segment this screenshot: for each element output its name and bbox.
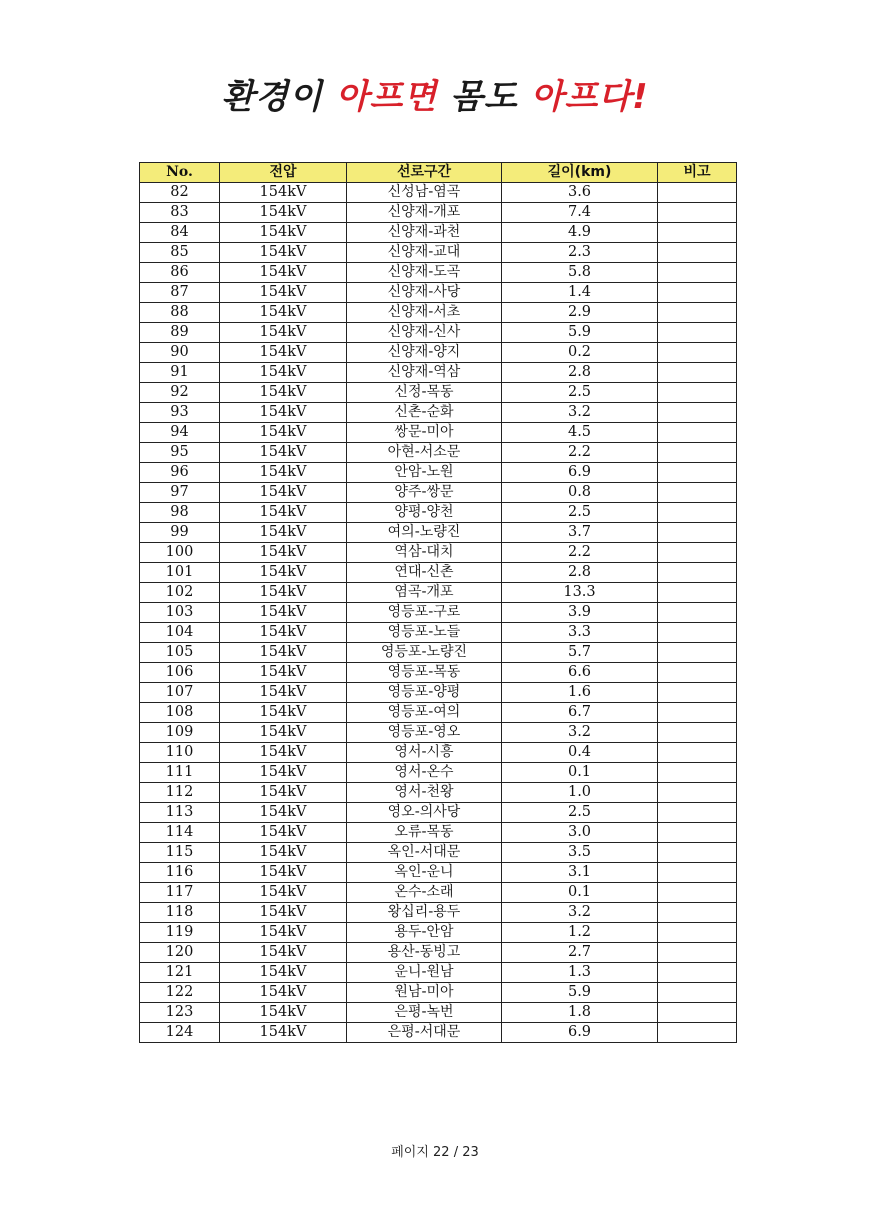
cell-remarks	[658, 723, 737, 743]
cell-no: 123	[140, 1003, 220, 1023]
cell-remarks	[658, 923, 737, 943]
cell-no: 99	[140, 523, 220, 543]
cell-remarks	[658, 783, 737, 803]
cell-voltage: 154kV	[220, 923, 347, 943]
cell-voltage: 154kV	[220, 303, 347, 323]
cell-remarks	[658, 663, 737, 683]
table-row	[140, 503, 737, 523]
cell-no: 104	[140, 623, 220, 643]
cell-no: 114	[140, 823, 220, 843]
cell-voltage: 154kV	[220, 263, 347, 283]
cell-voltage: 154kV	[220, 483, 347, 503]
cell-route: 신양재-양지	[347, 343, 502, 363]
cell-remarks	[658, 883, 737, 903]
cell-length: 3.9	[502, 603, 658, 623]
cell-no: 94	[140, 423, 220, 443]
cell-remarks	[658, 223, 737, 243]
cell-voltage: 154kV	[220, 683, 347, 703]
table-row	[140, 183, 737, 203]
cell-route: 여의-노량진	[347, 523, 502, 543]
cell-remarks	[658, 563, 737, 583]
cell-remarks	[658, 263, 737, 283]
table-row	[140, 543, 737, 563]
table-row	[140, 303, 737, 323]
cell-remarks	[658, 963, 737, 983]
table-row	[140, 363, 737, 383]
cell-voltage: 154kV	[220, 783, 347, 803]
cell-length: 2.5	[502, 503, 658, 523]
table-row	[140, 563, 737, 583]
cell-remarks	[658, 983, 737, 1003]
table-row	[140, 583, 737, 603]
cell-no: 121	[140, 963, 220, 983]
cell-route: 영등포-목동	[347, 663, 502, 683]
column-header-voltage: 전압	[220, 163, 347, 183]
cell-remarks	[658, 243, 737, 263]
cell-route: 아현-서소문	[347, 443, 502, 463]
cell-route: 은평-녹번	[347, 1003, 502, 1023]
cell-no: 101	[140, 563, 220, 583]
table-row	[140, 483, 737, 503]
table-row	[140, 683, 737, 703]
cell-voltage: 154kV	[220, 183, 347, 203]
cell-remarks	[658, 943, 737, 963]
cell-voltage: 154kV	[220, 643, 347, 663]
cell-length: 0.2	[502, 343, 658, 363]
cell-voltage: 154kV	[220, 983, 347, 1003]
cell-length: 1.2	[502, 923, 658, 943]
cell-route: 오류-목동	[347, 823, 502, 843]
cell-route: 영등포-여의	[347, 703, 502, 723]
cell-route: 신양재-교대	[347, 243, 502, 263]
cell-voltage: 154kV	[220, 503, 347, 523]
cell-route: 양평-양천	[347, 503, 502, 523]
cell-length: 6.7	[502, 703, 658, 723]
table-row	[140, 743, 737, 763]
table-row	[140, 423, 737, 443]
cell-voltage: 154kV	[220, 703, 347, 723]
cell-length: 6.9	[502, 463, 658, 483]
cell-no: 82	[140, 183, 220, 203]
table-row	[140, 723, 737, 743]
slogan-banner	[0, 72, 870, 122]
cell-no: 87	[140, 283, 220, 303]
cell-length: 2.5	[502, 803, 658, 823]
cell-route: 운니-원남	[347, 963, 502, 983]
cell-voltage: 154kV	[220, 443, 347, 463]
table-row	[140, 943, 737, 963]
cell-length: 5.8	[502, 263, 658, 283]
cell-route: 양주-쌍문	[347, 483, 502, 503]
slogan-part-1: 환경이	[221, 77, 336, 117]
cell-no: 83	[140, 203, 220, 223]
cell-length: 3.0	[502, 823, 658, 843]
cell-length: 0.8	[502, 483, 658, 503]
cell-no: 102	[140, 583, 220, 603]
table-row	[140, 1023, 737, 1043]
cell-no: 89	[140, 323, 220, 343]
cell-no: 105	[140, 643, 220, 663]
table-row	[140, 203, 737, 223]
cell-length: 0.4	[502, 743, 658, 763]
cell-length: 5.9	[502, 983, 658, 1003]
table-row	[140, 1003, 737, 1023]
cell-length: 6.9	[502, 1023, 658, 1043]
cell-voltage: 154kV	[220, 343, 347, 363]
cell-route: 원남-미아	[347, 983, 502, 1003]
cell-voltage: 154kV	[220, 623, 347, 643]
cell-length: 2.2	[502, 443, 658, 463]
cell-length: 1.4	[502, 283, 658, 303]
cell-remarks	[658, 683, 737, 703]
cell-voltage: 154kV	[220, 903, 347, 923]
column-header-remarks: 비고	[658, 163, 737, 183]
cell-route: 안암-노원	[347, 463, 502, 483]
cell-no: 116	[140, 863, 220, 883]
column-header-length: 길이(km)	[502, 163, 658, 183]
cell-route: 용산-동빙고	[347, 943, 502, 963]
cell-remarks	[658, 843, 737, 863]
cell-voltage: 154kV	[220, 543, 347, 563]
cell-voltage: 154kV	[220, 843, 347, 863]
cell-remarks	[658, 623, 737, 643]
cell-no: 103	[140, 603, 220, 623]
cell-route: 신양재-신사	[347, 323, 502, 343]
cell-no: 110	[140, 743, 220, 763]
cell-voltage: 154kV	[220, 203, 347, 223]
table-row	[140, 763, 737, 783]
cell-remarks	[658, 1003, 737, 1023]
cell-route: 영오-의사당	[347, 803, 502, 823]
cell-route: 영등포-노들	[347, 623, 502, 643]
page-number: 페이지 22 / 23	[391, 1145, 479, 1160]
cell-remarks	[658, 183, 737, 203]
cell-remarks	[658, 643, 737, 663]
table-row	[140, 963, 737, 983]
cell-no: 119	[140, 923, 220, 943]
cell-no: 107	[140, 683, 220, 703]
cell-remarks	[658, 603, 737, 623]
cell-remarks	[658, 583, 737, 603]
cell-length: 3.2	[502, 903, 658, 923]
cell-voltage: 154kV	[220, 743, 347, 763]
cell-no: 120	[140, 943, 220, 963]
cell-no: 93	[140, 403, 220, 423]
cell-no: 124	[140, 1023, 220, 1043]
table-row	[140, 443, 737, 463]
cell-remarks	[658, 303, 737, 323]
cell-route: 온수-소래	[347, 883, 502, 903]
cell-voltage: 154kV	[220, 523, 347, 543]
table-row	[140, 343, 737, 363]
cell-route: 용두-안암	[347, 923, 502, 943]
cell-remarks	[658, 503, 737, 523]
cell-remarks	[658, 483, 737, 503]
cell-voltage: 154kV	[220, 963, 347, 983]
table-body	[140, 183, 737, 1043]
cell-no: 108	[140, 703, 220, 723]
column-header-route: 선로구간	[347, 163, 502, 183]
table-row	[140, 243, 737, 263]
cell-length: 0.1	[502, 763, 658, 783]
cell-voltage: 154kV	[220, 863, 347, 883]
cell-remarks	[658, 363, 737, 383]
cell-route: 신양재-서초	[347, 303, 502, 323]
cell-route: 영등포-노량진	[347, 643, 502, 663]
cell-route: 신양재-과천	[347, 223, 502, 243]
table-row	[140, 403, 737, 423]
cell-voltage: 154kV	[220, 323, 347, 343]
cell-no: 113	[140, 803, 220, 823]
cell-voltage: 154kV	[220, 763, 347, 783]
cell-remarks	[658, 823, 737, 843]
cell-no: 100	[140, 543, 220, 563]
cell-no: 118	[140, 903, 220, 923]
cell-route: 신양재-개포	[347, 203, 502, 223]
cell-route: 신양재-도곡	[347, 263, 502, 283]
cell-length: 13.3	[502, 583, 658, 603]
cell-length: 0.1	[502, 883, 658, 903]
cell-no: 90	[140, 343, 220, 363]
cell-remarks	[658, 803, 737, 823]
cell-voltage: 154kV	[220, 823, 347, 843]
cell-length: 2.7	[502, 943, 658, 963]
cell-voltage: 154kV	[220, 663, 347, 683]
table-row	[140, 843, 737, 863]
cell-route: 신양재-사당	[347, 283, 502, 303]
table-row	[140, 623, 737, 643]
cell-no: 86	[140, 263, 220, 283]
cell-voltage: 154kV	[220, 363, 347, 383]
cell-length: 2.8	[502, 363, 658, 383]
cell-voltage: 154kV	[220, 1023, 347, 1043]
cell-length: 2.5	[502, 383, 658, 403]
cell-voltage: 154kV	[220, 563, 347, 583]
cell-no: 96	[140, 463, 220, 483]
cell-route: 영등포-영오	[347, 723, 502, 743]
table-row	[140, 603, 737, 623]
cell-route: 신양재-역삼	[347, 363, 502, 383]
cell-voltage: 154kV	[220, 723, 347, 743]
cell-length: 2.9	[502, 303, 658, 323]
cell-route: 신정-목동	[347, 383, 502, 403]
cell-length: 1.3	[502, 963, 658, 983]
cell-length: 3.5	[502, 843, 658, 863]
cell-route: 옥인-운니	[347, 863, 502, 883]
table-row	[140, 923, 737, 943]
transmission-line-table	[139, 162, 737, 1043]
cell-remarks	[658, 863, 737, 883]
cell-no: 97	[140, 483, 220, 503]
table-header-row	[140, 163, 737, 183]
table-row	[140, 903, 737, 923]
cell-remarks	[658, 383, 737, 403]
table-row	[140, 823, 737, 843]
cell-no: 85	[140, 243, 220, 263]
table-row	[140, 263, 737, 283]
cell-route: 연대-신촌	[347, 563, 502, 583]
cell-length: 1.6	[502, 683, 658, 703]
cell-no: 88	[140, 303, 220, 323]
cell-remarks	[658, 743, 737, 763]
table-row	[140, 283, 737, 303]
cell-remarks	[658, 203, 737, 223]
slogan-part-4: 아프다!	[530, 77, 649, 117]
cell-route: 신촌-순화	[347, 403, 502, 423]
cell-remarks	[658, 463, 737, 483]
cell-length: 7.4	[502, 203, 658, 223]
cell-length: 4.5	[502, 423, 658, 443]
cell-route: 신성남-염곡	[347, 183, 502, 203]
cell-voltage: 154kV	[220, 223, 347, 243]
table-row	[140, 803, 737, 823]
cell-voltage: 154kV	[220, 603, 347, 623]
cell-remarks	[658, 403, 737, 423]
cell-length: 5.7	[502, 643, 658, 663]
cell-no: 117	[140, 883, 220, 903]
cell-length: 2.3	[502, 243, 658, 263]
slogan-part-3: 몸도	[450, 77, 531, 117]
cell-voltage: 154kV	[220, 463, 347, 483]
cell-route: 옥인-서대문	[347, 843, 502, 863]
cell-route: 염곡-개포	[347, 583, 502, 603]
cell-no: 84	[140, 223, 220, 243]
cell-no: 115	[140, 843, 220, 863]
cell-remarks	[658, 1023, 737, 1043]
cell-remarks	[658, 283, 737, 303]
cell-remarks	[658, 703, 737, 723]
table-row	[140, 663, 737, 683]
cell-route: 영서-온수	[347, 763, 502, 783]
cell-voltage: 154kV	[220, 803, 347, 823]
cell-voltage: 154kV	[220, 583, 347, 603]
cell-remarks	[658, 903, 737, 923]
cell-no: 91	[140, 363, 220, 383]
cell-voltage: 154kV	[220, 243, 347, 263]
table-row	[140, 523, 737, 543]
table-row	[140, 983, 737, 1003]
cell-length: 5.9	[502, 323, 658, 343]
slogan-part-2: 아프면	[335, 77, 451, 117]
cell-no: 92	[140, 383, 220, 403]
cell-length: 3.2	[502, 403, 658, 423]
cell-length: 4.9	[502, 223, 658, 243]
cell-remarks	[658, 423, 737, 443]
cell-remarks	[658, 343, 737, 363]
cell-remarks	[658, 523, 737, 543]
cell-no: 106	[140, 663, 220, 683]
table-row	[140, 703, 737, 723]
cell-voltage: 154kV	[220, 1003, 347, 1023]
cell-voltage: 154kV	[220, 383, 347, 403]
cell-remarks	[658, 323, 737, 343]
cell-length: 1.0	[502, 783, 658, 803]
cell-remarks	[658, 543, 737, 563]
cell-route: 영서-천왕	[347, 783, 502, 803]
table-row	[140, 883, 737, 903]
cell-route: 은평-서대문	[347, 1023, 502, 1043]
cell-route: 왕십리-용두	[347, 903, 502, 923]
cell-no: 112	[140, 783, 220, 803]
cell-voltage: 154kV	[220, 943, 347, 963]
cell-route: 쌍문-미아	[347, 423, 502, 443]
cell-route: 역삼-대치	[347, 543, 502, 563]
cell-length: 6.6	[502, 663, 658, 683]
table-row	[140, 863, 737, 883]
cell-no: 111	[140, 763, 220, 783]
cell-remarks	[658, 443, 737, 463]
cell-length: 2.2	[502, 543, 658, 563]
cell-route: 영등포-구로	[347, 603, 502, 623]
table-row	[140, 643, 737, 663]
cell-no: 122	[140, 983, 220, 1003]
table-row	[140, 223, 737, 243]
cell-length: 3.3	[502, 623, 658, 643]
cell-remarks	[658, 763, 737, 783]
cell-voltage: 154kV	[220, 423, 347, 443]
table-row	[140, 463, 737, 483]
table-row	[140, 383, 737, 403]
column-header-no: No.	[140, 163, 220, 183]
cell-voltage: 154kV	[220, 883, 347, 903]
cell-length: 2.8	[502, 563, 658, 583]
cell-route: 영등포-양평	[347, 683, 502, 703]
cell-voltage: 154kV	[220, 403, 347, 423]
cell-length: 3.7	[502, 523, 658, 543]
cell-no: 109	[140, 723, 220, 743]
table-row	[140, 323, 737, 343]
table-row	[140, 783, 737, 803]
cell-voltage: 154kV	[220, 283, 347, 303]
cell-length: 3.1	[502, 863, 658, 883]
cell-no: 95	[140, 443, 220, 463]
cell-length: 3.6	[502, 183, 658, 203]
cell-length: 1.8	[502, 1003, 658, 1023]
cell-length: 3.2	[502, 723, 658, 743]
cell-no: 98	[140, 503, 220, 523]
cell-route: 영서-시흥	[347, 743, 502, 763]
